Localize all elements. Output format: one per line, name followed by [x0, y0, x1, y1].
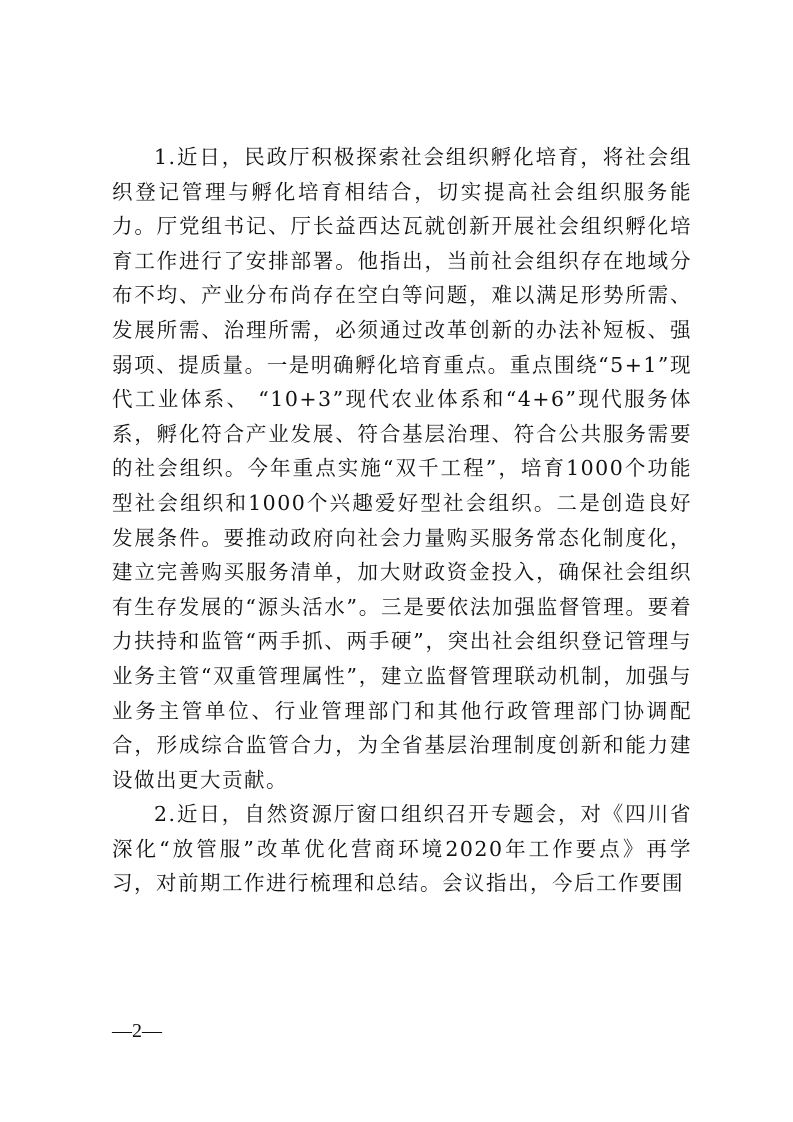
paragraph-2: 2.近日，自然资源厅窗口组织召开专题会，对《四川省深化“放管服”改革优化营商环境2020年工作要点》再学习，对前期工作进行梳理和总结。会议指出，今后工作要围	[112, 802, 692, 896]
document-body	[112, 140, 692, 901]
page-number: —2—	[112, 1020, 162, 1042]
paragraph-1: 1.近日，民政厅积极探索社会组织孵化培育，将社会组织登记管理与孵化培育相结合，切实提高社会组织服务能力。厅党组书记、厅长益西达瓦就创新开展社会组织孵化培育工作进行了安排部署。他指出，当前社会组织存在地域分布不均、产业分布尚存在空白等问题，难以满足形势所需、发展所需、治理所需，必须通过改革创新的办法补短板、强弱项、提质量。一是明确孵化培育重点。重点围绕“5+1”现代工业体系、 “10+3”现代农业体系和“4+6”现代服务体系，孵化符合产业发展、符合基层治理、符合公共服务需要的社会组织。今年重点实施“双千工程”，培育1000个功能型社会组织和1000个兴趣爱好型社会组织。二是创造良好发展条件。要推动政府向社会力量购买服务常态化制度化，建立完善购买服务清单，加大财政资金投入，确保社会组织有生存发展的“源头活水”。三是要依法加强监督管理。要着力扶持和监管“两手抓、两手硬”，突出社会组织登记管理与业务主管“双重管理属性”，建立监督管理联动机制，加强与业务主管单位、行业管理部门和其他行政管理部门协调配合，形成综合监管合力，为全省基层治理制度创新和能力建设做出更大贡献。	[112, 145, 692, 792]
